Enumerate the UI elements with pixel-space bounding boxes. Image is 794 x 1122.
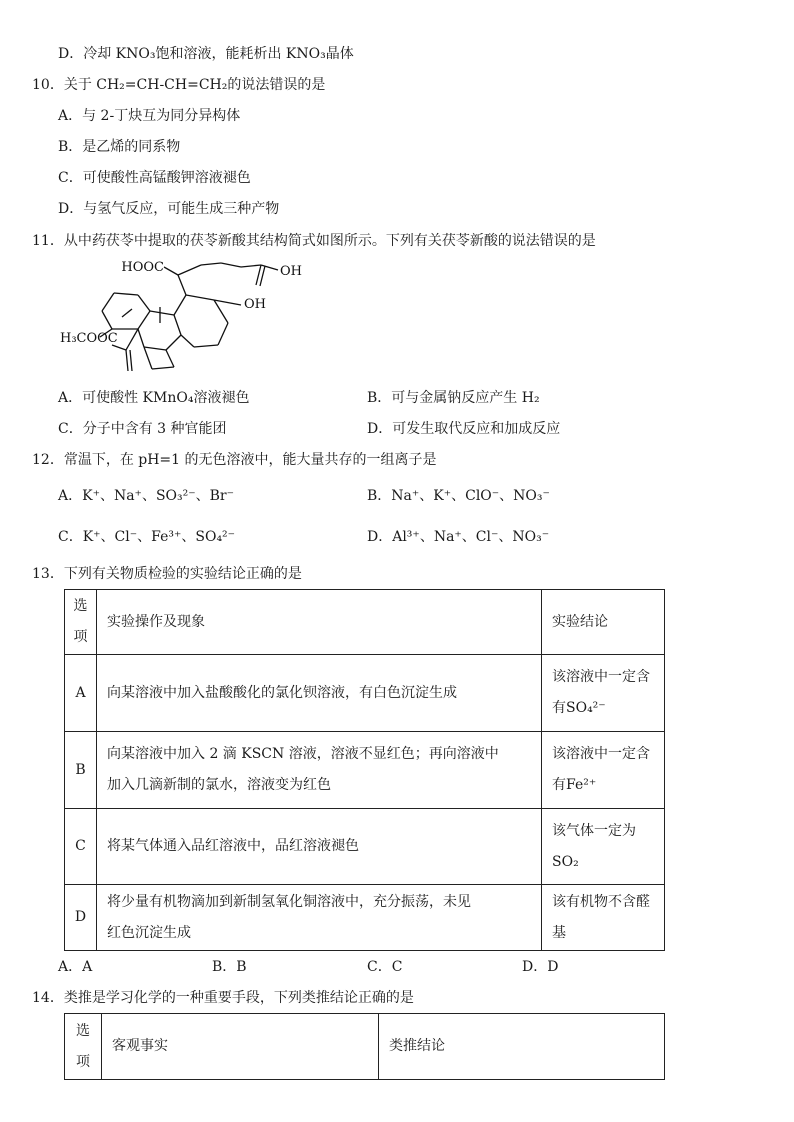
header-option <box>65 1014 102 1080</box>
q12-option-a: A．K⁺、Na⁺、SO₃²⁻、Br⁻ <box>58 488 234 504</box>
ester-label: H₃COOC <box>60 331 118 346</box>
q13-answer-a: A．A <box>58 959 93 975</box>
row-conclusion-line2: SO₂ <box>552 853 579 870</box>
row-operation <box>97 732 542 809</box>
header-fact: 客观事实 <box>102 1014 379 1080</box>
row-conclusion-line1: 该有机物不含醛 <box>552 893 650 910</box>
structure-diagram <box>56 255 316 385</box>
q12-option-b: B．Na⁺、K⁺、ClO⁻、NO₃⁻ <box>367 488 550 504</box>
row-conclusion-line2: 有SO₄²⁻ <box>552 700 606 716</box>
q10-option-a: A．与 2-丁炔互为同分异构体 <box>58 108 241 124</box>
q10-option-b: B．是乙烯的同系物 <box>58 139 181 155</box>
header-option-bottom: 项 <box>73 629 88 645</box>
row-option: D <box>65 885 97 951</box>
row-operation-line1: 将少量有机物滴加到新制氢氧化铜溶液中，充分振荡，未见 <box>107 893 471 910</box>
row-option: A <box>65 655 97 732</box>
row-option: B <box>65 732 97 809</box>
row-conclusion <box>542 732 665 809</box>
row-operation <box>97 655 542 732</box>
row-operation-line: 将某气体通入品红溶液中，品红溶液褪色 <box>107 838 359 854</box>
q13-stem: 13．下列有关物质检验的实验结论正确的是 <box>32 566 302 582</box>
row-conclusion-line1: 该溶液中一定含 <box>552 746 650 762</box>
header-inference: 类推结论 <box>379 1014 665 1080</box>
q12-stem: 12．常温下，在 pH=1 的无色溶液中，能大量共存的一组离子是 <box>32 452 437 468</box>
table-row <box>65 655 665 732</box>
header-option-top: 选 <box>76 1022 90 1039</box>
q13-answer-c: C．C <box>367 959 403 975</box>
row-operation-line2: 红色沉淀生成 <box>107 924 191 941</box>
header-option <box>65 590 97 655</box>
row-operation-line1: 向某溶液中加入 2 滴 KSCN 溶液，溶液不显红色；再向溶液中 <box>107 746 499 762</box>
q13-answer-d: D．D <box>522 959 559 975</box>
oh-label-top: OH <box>280 264 302 279</box>
q14-stem: 14．类推是学习化学的一种重要手段，下列类推结论正确的是 <box>32 990 414 1006</box>
row-conclusion <box>542 655 665 732</box>
hooc-label: HOOC <box>121 260 164 275</box>
q11-option-d: D．可发生取代反应和加成反应 <box>367 421 561 437</box>
q11-option-b: B．可与金属钠反应产生 H₂ <box>367 390 540 406</box>
row-option: C <box>65 809 97 885</box>
row-conclusion-line2: 基 <box>552 924 566 941</box>
q10-option-d: D．与氢气反应，可能生成三种产物 <box>58 201 280 217</box>
table-row <box>65 885 665 951</box>
row-operation <box>97 885 542 951</box>
q10-option-c: C．可使酸性高锰酸钾溶液褪色 <box>58 170 251 186</box>
q12-option-d: D．Al³⁺、Na⁺、Cl⁻、NO₃⁻ <box>367 529 550 545</box>
row-conclusion-line1: 该气体一定为 <box>552 822 636 839</box>
row-operation-line: 向某溶液中加入盐酸酸化的氯化钡溶液，有白色沉淀生成 <box>107 684 457 701</box>
q14-table <box>64 1013 665 1080</box>
row-conclusion-line2: 有Fe²⁺ <box>552 777 597 793</box>
header-operation: 实验操作及现象 <box>97 590 542 655</box>
header-option-bottom: 项 <box>76 1053 90 1070</box>
row-operation-line2: 加入几滴新制的氯水，溶液变为红色 <box>107 777 331 793</box>
table-header-row <box>65 590 665 655</box>
q13-answer-b: B．B <box>212 959 247 975</box>
table-row <box>65 732 665 809</box>
row-conclusion <box>542 809 665 885</box>
table-row <box>65 809 665 885</box>
oh-label-ring: OH <box>244 297 266 312</box>
row-conclusion <box>542 885 665 951</box>
row-conclusion-line1: 该溶液中一定含 <box>552 669 650 685</box>
header-option-top: 选 <box>73 598 88 614</box>
q11-option-a: A．可使酸性 KMnO₄溶液褪色 <box>58 390 250 406</box>
q11-stem: 11．从中药茯苓中提取的茯苓新酸其结构简式如图所示。下列有关茯苓新酸的说法错误的是 <box>32 233 596 249</box>
q13-table <box>64 589 665 951</box>
q12-option-c: C．K⁺、Cl⁻、Fe³⁺、SO₄²⁻ <box>58 529 236 545</box>
q9-option-d: D．冷却 KNO₃饱和溶液，能耗析出 KNO₃晶体 <box>58 46 354 62</box>
q11-option-c: C．分子中含有 3 种官能团 <box>58 421 227 437</box>
q10-stem: 10．关于 CH₂=CH-CH=CH₂的说法错误的是 <box>32 77 326 93</box>
row-operation <box>97 809 542 885</box>
table-header-row <box>65 1014 665 1080</box>
header-conclusion: 实验结论 <box>542 590 665 655</box>
